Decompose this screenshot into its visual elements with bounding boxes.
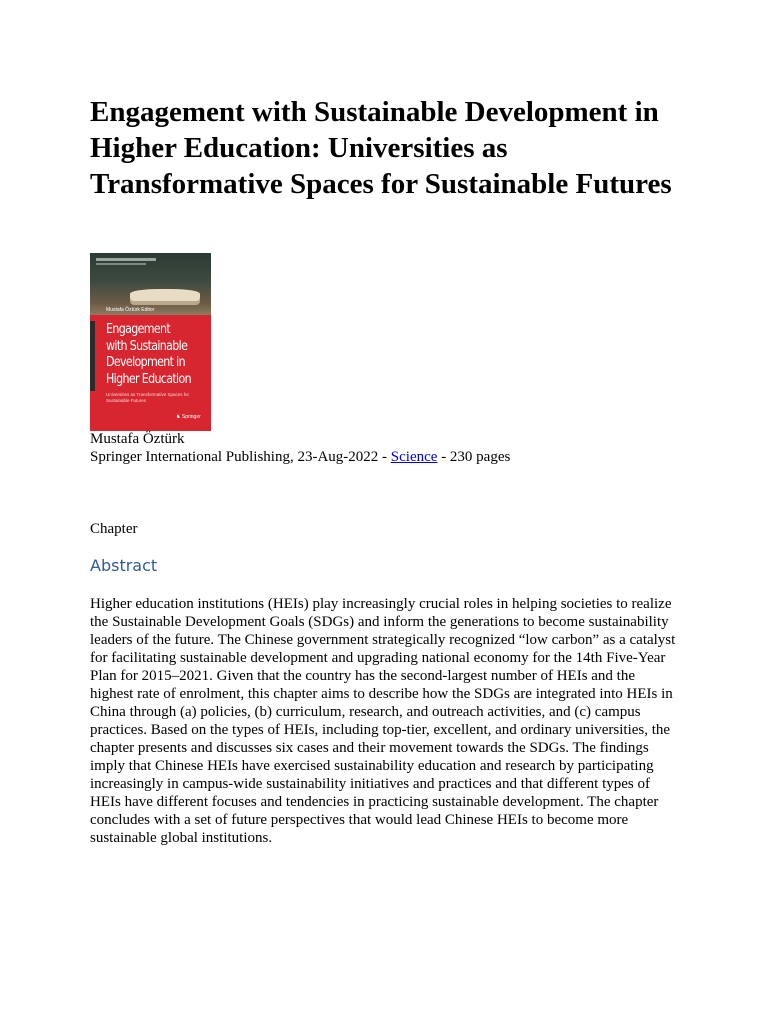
book-cover-image[interactable]: [90, 253, 211, 431]
publication-line: [90, 448, 510, 466]
abstract-heading: Abstract: [90, 556, 158, 575]
publisher-date: Springer International Publishing, 23-Aug-2022: [90, 449, 379, 465]
springer-horse-icon: ♞: [176, 414, 181, 420]
author-name: Mustafa Öztürk: [90, 431, 185, 447]
cover-title-line: Higher Education: [106, 370, 191, 387]
section-type: Chapter: [90, 521, 138, 537]
category-link[interactable]: Science: [390, 449, 438, 465]
open-book-icon: [130, 289, 200, 301]
cover-editor: Mustafa Öztürk Editor: [106, 307, 155, 313]
book-title: Engagement with Sustainable Development in Higher Education: Universities as Transformative Spaces for Sustainable Futures: [90, 96, 672, 200]
cover-series-line-2: [96, 263, 146, 265]
cover-title-line: Engagement: [106, 321, 171, 337]
cover-subtitle: Universities as Transformative Spaces for Sustainable Futures: [106, 392, 190, 403]
cover-band: [90, 321, 95, 391]
abstract-text: Higher education institutions (HEIs) play increasingly crucial roles in helping societies to realize the Sustainable Development Goals (SDGs) and inform the generations to become sustainability leaders of the future. The Chinese government strategically recognized “low carbon” as a catalyst for facilitating sustainable development and upgrading national economy for the 14th Five-Year Plan for 2015–2021. Given that the country has the second-largest number of HEIs and the highest rate of enrolment, this chapter aims to describe how the SDGs are integrated into HEIs in China through (a) policies, (b) curriculum, research, and outreach activities, and (c) campus practices. Based on the types of HEIs, including top-tier, excellent, and ordinary universities, the chapter presents and discusses six cases and their movement towards the SDGs. The findings imply that Chinese HEIs have exercised sustainability education and research by participating increasingly in campus-wide sustainability initiatives and practices and that different types of HEIs have different focuses and tendencies in practicing sustainable development. The chapter concludes with a set of future perspectives that would lead Chinese HEIs to become more sustainable global institutions.: [90, 596, 676, 846]
cover-title: [106, 321, 190, 387]
cover-title-line: with Sustainable: [106, 337, 188, 354]
book-meta: [90, 430, 510, 466]
page-count: - 230 pages: [437, 449, 511, 465]
meta-separator: -: [378, 449, 391, 465]
springer-logo: [176, 414, 201, 420]
cover-publisher-name: Springer: [181, 414, 201, 420]
cover-title-line: Development in: [106, 354, 185, 370]
cover-series-line: [96, 258, 156, 261]
